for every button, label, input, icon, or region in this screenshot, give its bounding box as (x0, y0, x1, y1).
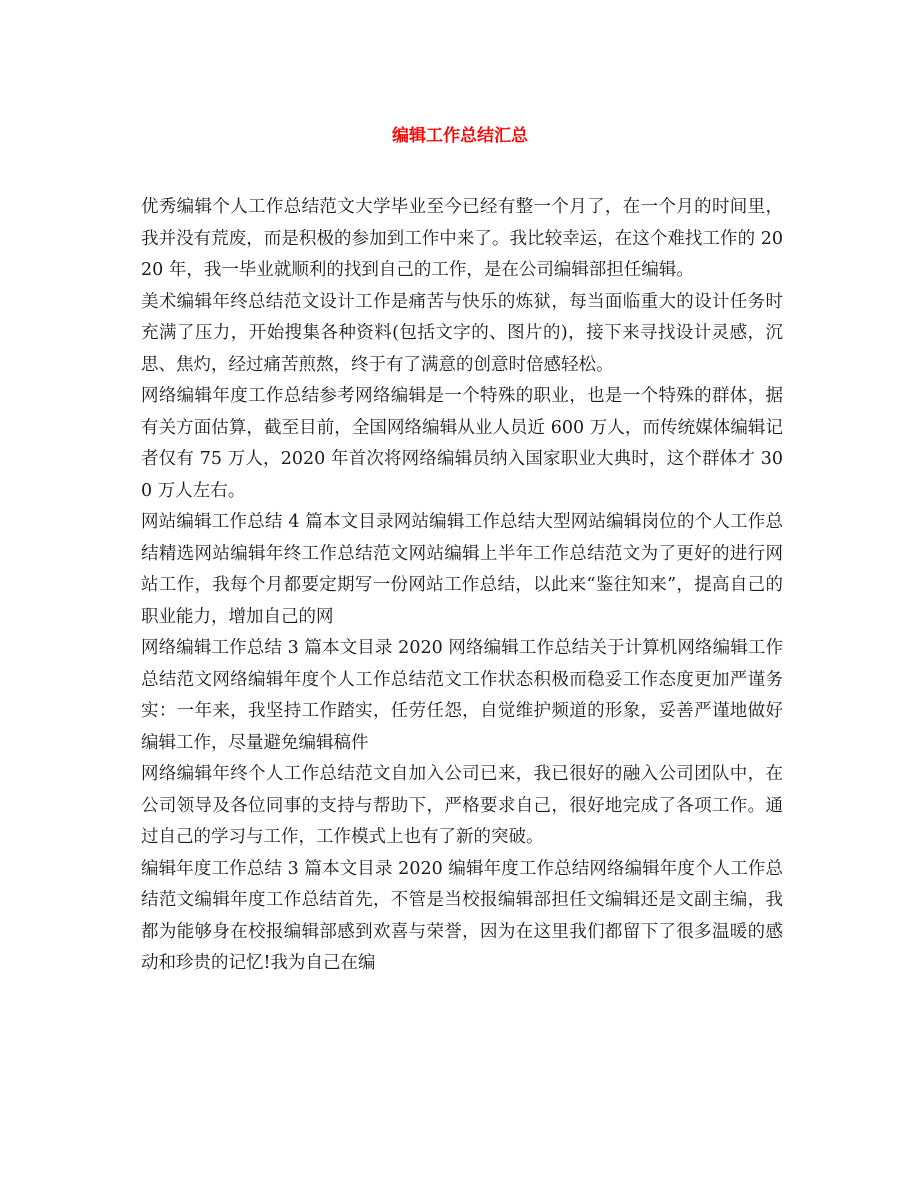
paragraph-4: 网站编辑工作总结 4 篇本文目录网站编辑工作总结大型网站编辑岗位的个人工作总结精选网站编辑年终工作总结范文网站编辑上半年工作总结范文为了更好的进行网站工作，我每个月都要定期写一份网站工作总结，以此来“鉴往知来”，提高自己的职业能力，增加自己的网 (141, 512, 783, 627)
paragraph-2: 美术编辑年终总结范文设计工作是痛苦与快乐的炼狱，每当面临重大的设计任务时充满了压力，开始搜集各种资料(包括文字的、图片的)，接下来寻找设计灵感，沉思、焦灼，经过痛苦煎熬，终于有了满意的创意时倍感轻松。 (141, 291, 783, 375)
paragraph-6: 网络编辑年终个人工作总结范文自加入公司已来，我已很好的融入公司团队中，在公司领导及各位同事的支持与帮助下，严格要求自己，很好地完成了各项工作。通过自己的学习与工作，工作模式上也有了新的突破。 (141, 764, 783, 847)
paragraph-3: 网络编辑年度工作总结参考网络编辑是一个特殊的职业，也是一个特殊的群体，据有关方面估算，截至目前，全国网络编辑从业人员近 600 万人，而传统媒体编辑记者仅有 75 万人，2020 年首次将网络编辑员纳入国家职业大典时，这个群体才 300 万人左右。 (141, 386, 783, 501)
paragraph-5: 网络编辑工作总结 3 篇本文目录 2020 网络编辑工作总结关于计算机网络编辑工作总结范文网络编辑年度个人工作总结范文工作状态积极而稳妥工作态度更加严谨务实：一年来，我坚持工作踏实，任劳任怨，自觉维护频道的形象，妥善严谨地做好编辑工作，尽量避免编辑稿件 (141, 638, 783, 753)
document-title: 编辑工作总结汇总 (392, 126, 528, 146)
document-body (141, 192, 783, 980)
paragraph-1: 优秀编辑个人工作总结范文大学毕业至今已经有整一个月了，在一个月的时间里，我并没有荒废，而是积极的参加到工作中来了。我比较幸运，在这个难找工作的 2020 年，我一毕业就顺利的找到自己的工作，是在公司编辑部担任编辑。 (141, 197, 783, 280)
paragraph-7: 编辑年度工作总结 3 篇本文目录 2020 编辑年度工作总结网络编辑年度个人工作总结范文编辑年度工作总结首先，不管是当校报编辑部担任文编辑还是文副主编，我都为能够身在校报编辑部感到欢喜与荣誉，因为在这里我们都留下了很多温暖的感动和珍贵的记忆!我为自己在编 (141, 858, 783, 973)
